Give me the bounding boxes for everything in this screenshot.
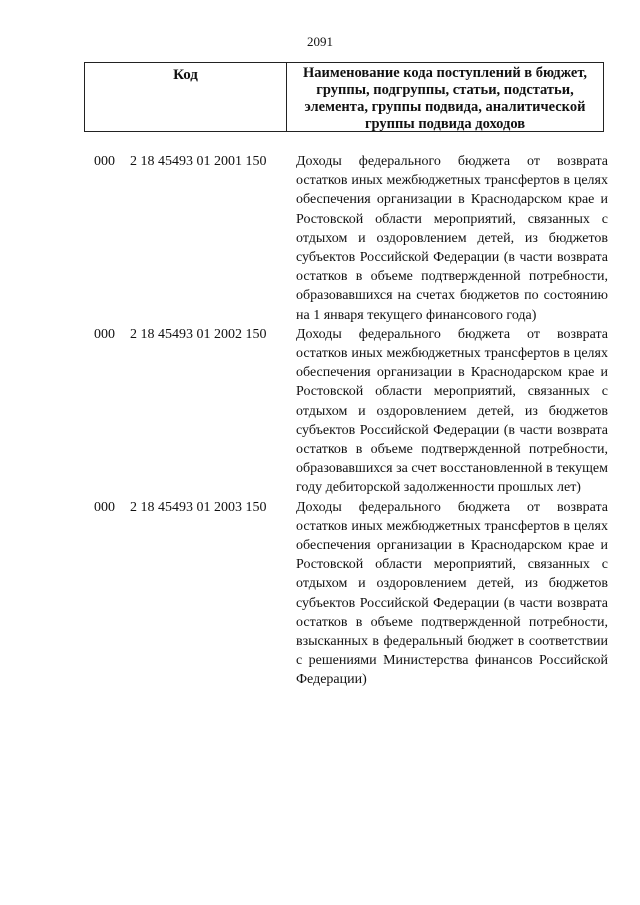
entry-description: Доходы федерального бюджета от возврата остатков иных межбюджетных трансфертов в целях обеспечения организации в Краснодарском крае и Ростовской области мероприятий, связанных с отдыхом и оздоровлением детей, из бюджетов субъектов Российской Федерации (в части возврата остатков в объеме подтвержденной потребности, образовавшихся за счет восстановленной в текущем году дебиторской задолженности прошлых лет) bbox=[296, 326, 608, 496]
list-item bbox=[94, 325, 608, 498]
entries-list bbox=[94, 152, 608, 690]
page-number: 2091 bbox=[307, 34, 333, 49]
entry-revenue-code: 2 18 45493 01 2001 150 bbox=[130, 154, 267, 169]
header-code-column: Код bbox=[85, 63, 287, 131]
entry-description: Доходы федерального бюджета от возврата остатков иных межбюджетных трансфертов в целях обеспечения организации в Краснодарском крае и Ростовской области мероприятий, связанных с отдыхом и оздоровлением детей, из бюджетов субъектов Российской Федерации (в части возврата остатков в объеме подтвержденной потребности, образовавшихся на счетах бюджетов по состоянию на 1 января текущего финансового года) bbox=[296, 154, 608, 323]
list-item bbox=[94, 152, 608, 325]
table-header bbox=[84, 62, 604, 132]
entry-revenue-code: 2 18 45493 01 2002 150 bbox=[130, 326, 267, 342]
entry-admin-code: 000 bbox=[94, 326, 115, 342]
header-name-column: Наименование кода поступлений в бюджет, группы, подгруппы, статьи, подстатьи, элемента, группы подвида, аналитической группы подвида доходов bbox=[302, 65, 588, 132]
entry-revenue-code: 2 18 45493 01 2003 150 bbox=[130, 499, 267, 515]
entry-admin-code: 000 bbox=[94, 154, 115, 169]
list-item bbox=[94, 498, 608, 690]
entry-description: Доходы федерального бюджета от возврата остатков иных межбюджетных трансфертов в целях обеспечения организации в Краснодарском крае и Ростовской области мероприятий, связанных с отдыхом и оздоровлением детей, из бюджетов субъектов Российской Федерации (в части возврата остатков в объеме подтвержденной потребности, взысканных в федеральный бюджет в соответствии с решениями Министерства финансов Российской Федерации) bbox=[296, 499, 608, 688]
entry-admin-code: 000 bbox=[94, 499, 115, 515]
